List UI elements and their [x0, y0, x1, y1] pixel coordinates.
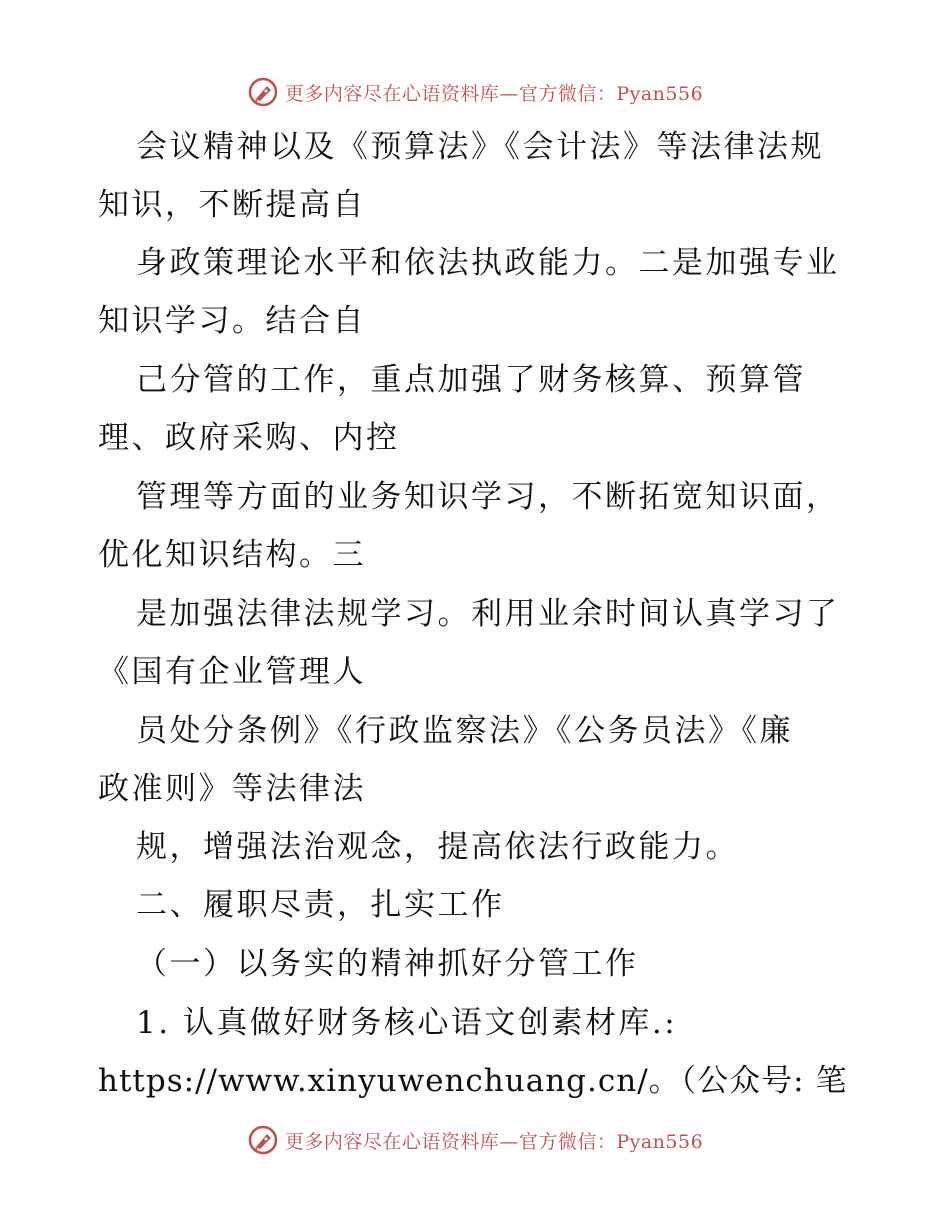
text-line: 理、政府采购、内控 [98, 420, 400, 456]
pen-nib-logo-icon [247, 76, 279, 108]
section-heading: 二、履职尽责，扎实工作 [136, 887, 505, 923]
pen-nib-logo-icon [247, 1124, 279, 1156]
text-line: 会议精神以及《预算法》《会计法》等法律法规 [136, 129, 824, 165]
text-line: 身政策理论水平和依法执政能力。二是加强专业 [136, 245, 840, 281]
text-line: 知识学习。结合自 [98, 303, 366, 339]
header-watermark-banner [0, 72, 950, 112]
text-line: 政准则》等法律法 [98, 771, 366, 807]
text-line: 《国有企业管理人 [98, 654, 366, 690]
header-watermark-text: 更多内容尽在心语资料库—官方微信：Pyan556 [284, 82, 704, 105]
text-line: 己分管的工作，重点加强了财务核算、预算管 [136, 362, 806, 398]
text-line: 知识，不断提高自 [98, 187, 366, 223]
text-line: 规，增强法治观念，提高依法行政能力。 [136, 829, 739, 865]
text-line: 1. 认真做好财务核心语文创素材库.: [136, 1005, 678, 1041]
text-line: 员处分条例》《行政监察法》《公务员法》《廉 [136, 713, 793, 749]
footer-watermark-banner [0, 1120, 950, 1160]
text-line: 管理等方面的业务知识学习，不断拓宽知识面， [136, 479, 840, 515]
text-line: 优化知识结构。三 [98, 537, 366, 573]
text-line: 是加强法律法规学习。利用业余时间认真学习了 [136, 596, 840, 632]
url-line: https://www.xinyuwenchuang.cn/。（公众号: 笔 [98, 1063, 848, 1099]
subsection-heading: （一）以务实的精神抓好分管工作 [136, 946, 639, 982]
footer-watermark-text: 更多内容尽在心语资料库—官方微信：Pyan556 [284, 1130, 704, 1153]
